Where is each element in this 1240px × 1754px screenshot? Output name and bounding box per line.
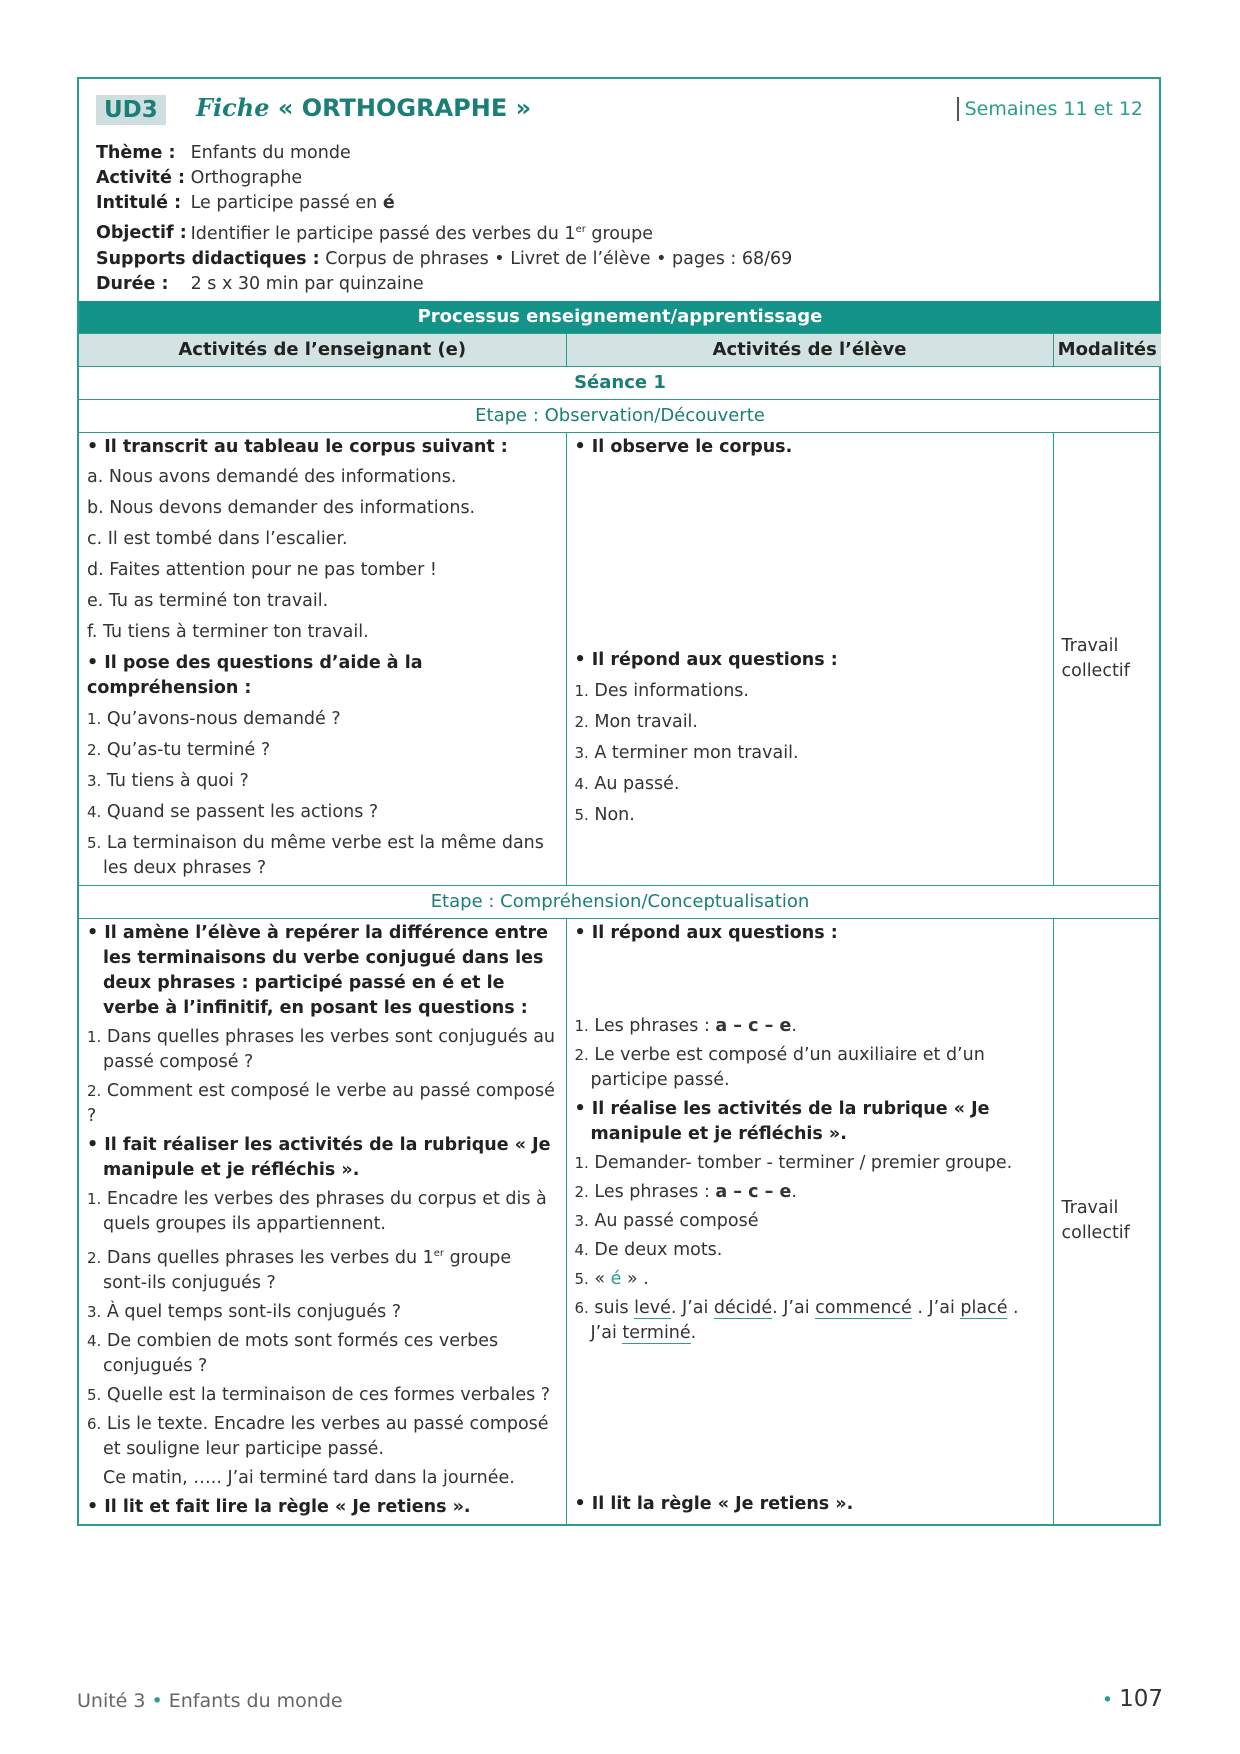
bullet-icon: • xyxy=(151,1690,163,1712)
bullet-icon: • xyxy=(1101,1689,1114,1711)
weeks-label: Semaines 11 et 12 xyxy=(957,97,1143,121)
lesson-sheet xyxy=(77,77,1161,1526)
s2-modalite-cell: Travail collectif xyxy=(1053,919,1161,1524)
col-modalites: Modalités xyxy=(1053,334,1161,367)
sheet-title xyxy=(196,93,531,123)
s2-teacher-cell: • Il amène l’élève à repérer la différence entre les terminaisons du verbe conjugué dans les deux phrases : participé passé en é et le verbe à l’infinitif, en posant les questions : 1. Dans quelles phrases les verbes sont conjugués au passé composé ? 2. Comment est composé le verbe au passé composé ? • Il fait réaliser les activités de la rubrique « Je manipule et je réfléchis ». 1. Encadre les verbes des phrases du corpus et dis à quels groupes ils appartiennent. 2. Dans quelles phrases les verbes du 1er groupe sont-ils conjugués ? 3. À quel temps sont-ils conjugués ? 4. De combien de mots sont formés ces verbes conjugués ? 5. Quelle est la terminaison de ces formes verbales ? 6. Lis le texte. Encadre les verbes au passé composé et souligne leur participe passé. Ce matin, ….. J’ai terminé tard dans la journée. • Il lit et fait lire la règle « Je retiens ». xyxy=(79,919,566,1524)
process-table xyxy=(79,301,1161,1524)
seance-title: Séance 1 xyxy=(79,367,1161,400)
unit-badge: UD3 xyxy=(96,95,166,125)
process-title: Processus enseignement/apprentissage xyxy=(79,301,1161,334)
duree-row: Durée : 2 s x 30 min par quinzaine xyxy=(96,273,424,294)
page-number: • 107 xyxy=(1101,1686,1163,1712)
objectif-row: Objectif : Identifier le participe passé des verbes du 1er groupe xyxy=(96,223,653,244)
intitule-row: Intitulé : Le participe passé en é xyxy=(96,193,395,214)
col-teacher: Activités de l’enseignant (e) xyxy=(79,334,566,367)
activite-row: Activité : Orthographe xyxy=(96,168,303,189)
theme-row: Thème : Enfants du monde xyxy=(96,143,351,163)
sheet-header xyxy=(79,79,1159,301)
s1-teacher-cell: • Il transcrit au tableau le corpus suivant : a. Nous avons demandé des informations. b. Nous devons demander des informations. c. Il est tombé dans l’escalier. d. Faites attention pour ne pas tomber ! e. Tu as terminé ton travail. f. Tu tiens à terminer ton travail. • Il pose des questions d’aide à la compréhension : 1. Qu’avons-nous demandé ? 2. Qu’as-tu terminé ? 3. Tu tiens à quoi ? 4. Quand se passent les actions ? 5. La terminaison du même verbe est la même dans les deux phrases ? xyxy=(79,433,566,886)
meta-info xyxy=(96,141,792,297)
footer-unit: Unité 3 • Enfants du monde xyxy=(77,1690,343,1712)
fiche-title: « ORTHOGRAPHE » xyxy=(277,94,532,122)
supports-row: Supports didactiques : Corpus de phrases • Livret de l’élève • pages : 68/69 xyxy=(96,248,793,269)
etape-comprehension: Etape : Compréhension/Conceptualisation xyxy=(79,886,1161,919)
s1-student-cell: • Il observe le corpus. • Il répond aux questions : 1. Des informations. 2. Mon travail. 3. A terminer mon travail. 4. Au passé. 5. Non. xyxy=(566,433,1053,886)
fiche-word: Fiche xyxy=(196,93,270,122)
col-student: Activités de l’élève xyxy=(566,334,1053,367)
etape-observation: Etape : Observation/Découverte xyxy=(79,400,1161,433)
s1-modalite-cell: Travail collectif xyxy=(1053,433,1161,886)
s2-student-cell: • Il répond aux questions : 1. Les phrases : a – c – e. 2. Le verbe est composé d’un auxiliaire et d’un participe passé. • Il réalise les activités de la rubrique « Je manipule et je réfléchis ». 1. Demander- tomber - terminer / premier groupe. 2. Les phrases : a – c – e. 3. Au passé composé 4. De deux mots. 5. « é » . 6. suis levé. J’ai décidé. J’ai commencé . J’ai placé . J’ai terminé. • Il lit la règle « Je retiens ». xyxy=(566,919,1053,1524)
